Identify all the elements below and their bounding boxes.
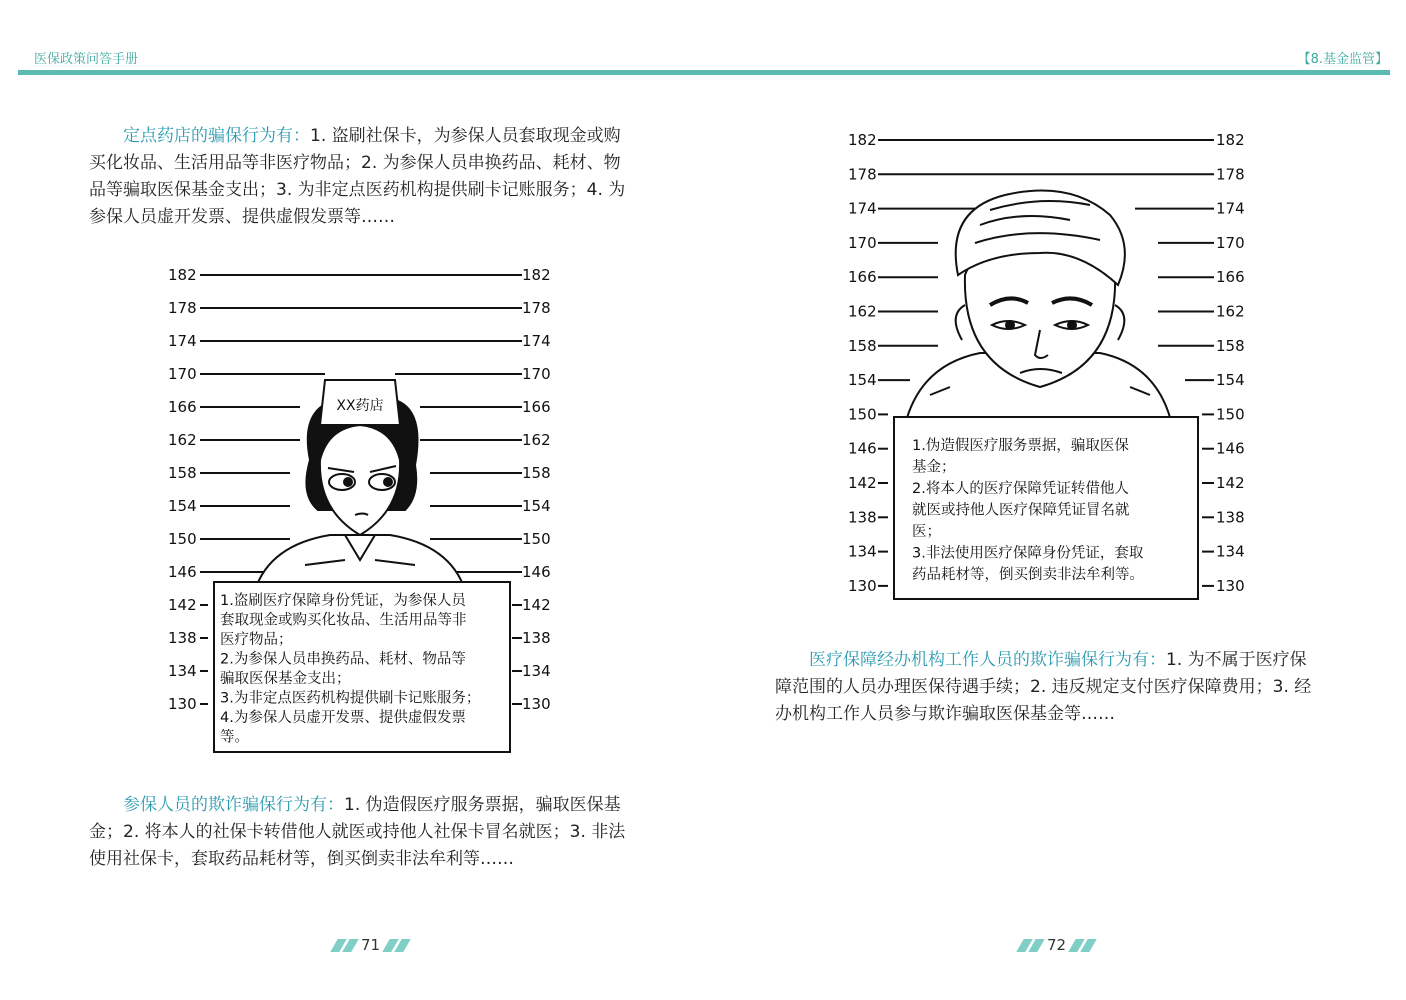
- height-label-left: 138: [848, 508, 877, 527]
- sign-text-line: 4.为参保人员虚开发票、提供虚假发票: [220, 710, 466, 726]
- sign-text-line: 套取现金或购买化妆品、生活用品等非: [220, 612, 467, 629]
- page-number-left-text: 71: [361, 936, 381, 954]
- page-decoration-icon: [1072, 939, 1093, 952]
- height-label-left: 174: [168, 332, 197, 350]
- height-label-left: 182: [848, 131, 877, 149]
- height-label-right: 142: [522, 596, 551, 614]
- sign-text-line: 药品耗材等，倒买倒卖非法牟利等。: [912, 567, 1144, 583]
- height-label-right: 130: [522, 695, 551, 713]
- sign-text-line: 就医或持他人医疗保障凭证冒名就: [912, 502, 1130, 519]
- height-label-left: 142: [168, 596, 197, 614]
- height-label-right: 162: [522, 431, 551, 449]
- height-label-right: 138: [522, 629, 551, 647]
- elderly-man-figure: [905, 191, 1172, 426]
- page-decoration-icon: [1020, 939, 1041, 952]
- height-label-left: 134: [168, 662, 197, 680]
- height-label-right: 142: [1216, 474, 1245, 492]
- height-label-left: 174: [848, 199, 877, 218]
- height-label-left: 162: [168, 431, 197, 449]
- height-label-left: 158: [168, 464, 197, 482]
- right-paragraph-1-lead: 医疗保障经办机构工作人员的欺诈骗保行为有：: [809, 650, 1166, 670]
- page-number-left: [334, 936, 407, 954]
- sign-text-line: 3.非法使用医疗保障身份凭证，套取: [912, 545, 1144, 562]
- page-number-right-text: 72: [1047, 936, 1067, 954]
- page-number-right: [1020, 936, 1093, 954]
- height-label-right: 154: [1216, 371, 1245, 390]
- height-label-left: 166: [848, 268, 877, 287]
- height-label-right: 134: [1216, 542, 1245, 561]
- height-label-left: 150: [848, 405, 877, 424]
- height-label-right: 182: [522, 266, 551, 284]
- height-label-right: 178: [1216, 165, 1245, 184]
- height-label-right: 150: [522, 530, 551, 548]
- height-label-right: 158: [1216, 336, 1245, 355]
- height-label-left: 146: [168, 563, 197, 581]
- sign-text-line: 2.为参保人员串换药品、耗材、物品等: [220, 651, 466, 668]
- height-label-right: 170: [1216, 233, 1245, 252]
- height-label-left: 182: [168, 266, 197, 284]
- height-label-left: 170: [168, 365, 197, 383]
- height-label-right: 150: [1216, 405, 1245, 424]
- sign-text-line: 等。: [220, 729, 249, 746]
- height-label-left: 170: [848, 233, 877, 252]
- sign-text-line: 骗取医保基金支出；: [220, 671, 351, 687]
- height-label-left: 178: [848, 165, 877, 184]
- height-label-right: 146: [522, 563, 551, 581]
- book-title: 医保政策问答手册: [34, 52, 139, 67]
- height-label-left: 134: [848, 542, 877, 561]
- height-label-right: 166: [522, 398, 551, 416]
- height-label-right: 146: [1216, 439, 1245, 458]
- insured-lineup-illustration: [840, 125, 1250, 605]
- height-label-right: 134: [522, 662, 551, 680]
- height-label-right: 178: [522, 299, 551, 317]
- left-paragraph-1-lead: 定点药店的骗保行为有：: [123, 126, 310, 146]
- height-label-left: 178: [168, 299, 197, 317]
- sign-text-line: 3.为非定点医药机构提供刷卡记账服务；: [220, 690, 481, 707]
- height-label-left: 158: [848, 336, 877, 355]
- sign-text-line: 医疗物品；: [220, 632, 293, 648]
- sign-text-line: 1.伪造假医疗服务票据，骗取医保: [912, 438, 1129, 454]
- sign-text-line: 1.盗刷医疗保障身份凭证，为参保人员: [220, 593, 466, 609]
- left-paragraph-2-lead: 参保人员的欺诈骗保行为有：: [123, 795, 344, 815]
- height-label-right: 158: [522, 464, 551, 482]
- header-rule: [18, 70, 1390, 75]
- height-label-right: 174: [522, 332, 551, 350]
- height-label-right: 162: [1216, 302, 1245, 321]
- height-label-left: 154: [168, 497, 197, 515]
- height-label-left: 166: [168, 398, 197, 416]
- left-paragraph-2: [89, 792, 634, 873]
- height-label-right: 138: [1216, 508, 1245, 527]
- right-paragraph-1: [775, 647, 1320, 728]
- height-label-left: 142: [848, 474, 877, 492]
- pharmacy-lineup-illustration: [160, 260, 560, 760]
- hat-label: XX药店: [336, 398, 384, 414]
- height-label-left: 138: [168, 629, 197, 647]
- chapter-title: 【8.基金监管】: [1297, 52, 1388, 67]
- page-decoration-icon: [386, 939, 407, 952]
- height-label-right: 130: [1216, 576, 1245, 595]
- height-label-right: 174: [1216, 199, 1245, 218]
- left-paragraph-1: [89, 123, 634, 231]
- height-label-right: 166: [1216, 268, 1245, 287]
- height-label-left: 130: [168, 695, 197, 713]
- sign-text-line: 基金；: [912, 459, 956, 476]
- left-paragraph-1-body: 1. 盗刷社保卡，为参保人员套取现金或购买化妆品、生活用品等非医疗物品；2. 为参保人员串换药品、耗材、物品等骗取医保基金支出；3. 为非定点医药机构提供刷卡记账服务；4. 为参保人员虚开发票、提供虚假发票等……: [89, 126, 626, 227]
- height-label-right: 170: [522, 365, 551, 383]
- sign-text-line: 2.将本人的医疗保障凭证转借他人: [912, 481, 1129, 497]
- height-label-left: 162: [848, 302, 877, 321]
- height-label-left: 146: [848, 439, 877, 458]
- page-decoration-icon: [334, 939, 355, 952]
- height-label-left: 154: [848, 371, 877, 390]
- height-label-left: 150: [168, 530, 197, 548]
- left-paragraph-2-body: 1. 伪造假医疗服务票据，骗取医保基金；2. 将本人的社保卡转借他人就医或持他人社保卡冒名就医；3. 非法使用社保卡，套取药品耗材等，倒买倒卖非法牟利等……: [89, 795, 626, 869]
- sign-text-line: 医；: [912, 524, 941, 540]
- height-label-right: 182: [1216, 131, 1245, 149]
- height-label-left: 130: [848, 576, 877, 595]
- height-label-right: 154: [522, 497, 551, 515]
- right-paragraph-1-body: 1. 为不属于医疗保障范围的人员办理医保待遇手续；2. 违反规定支付医疗保障费用；3. 经办机构工作人员参与欺诈骗取医保基金等……: [775, 650, 1312, 724]
